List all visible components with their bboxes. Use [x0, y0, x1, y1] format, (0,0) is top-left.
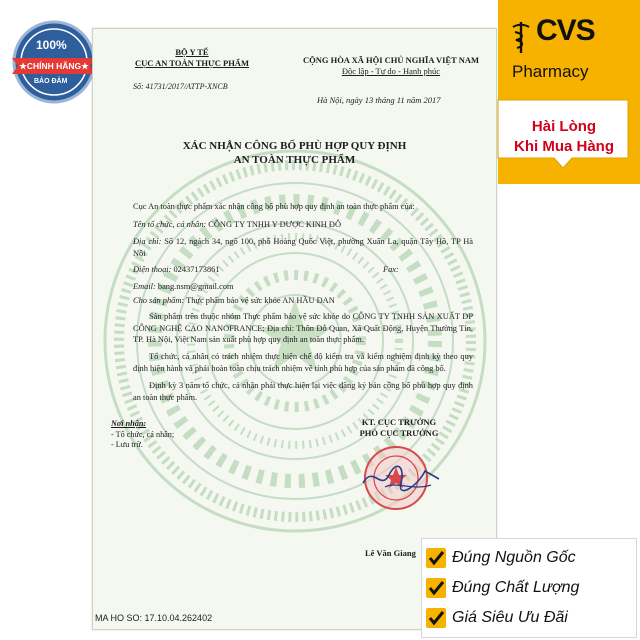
- product-value: Thực phẩm bảo vệ sức khỏe AN HẦU ĐAN: [186, 296, 335, 305]
- org-value: CÔNG TY TNHH Y DƯỢC KINH ĐÔ: [208, 220, 342, 229]
- sign-title-1: KT. CỤC TRƯỞNG: [361, 417, 437, 427]
- signature-icon: [355, 457, 445, 497]
- ministry-name: BỘ Y TẾ: [175, 47, 209, 57]
- title-line-1: XÁC NHẬN CÔNG BỐ PHÙ HỢP QUY ĐỊNH: [182, 140, 407, 152]
- document-number: Số: 41731/2017/ATTP-XNCB: [133, 82, 228, 91]
- issue-date: Hà Nội, ngày 13 tháng 11 năm 2017: [317, 95, 441, 105]
- email-value: bang.nsm@gmail.com: [157, 282, 234, 291]
- address-row: [133, 236, 473, 259]
- caduceus-icon: [510, 20, 532, 54]
- sign-title-2: PHÓ CỤC TRƯỞNG: [359, 428, 439, 438]
- check-icon: [426, 578, 446, 598]
- product-label: Cho sản phẩm:: [133, 296, 185, 305]
- recipients-heading: Nơi nhận:: [111, 419, 147, 428]
- motto: Độc lập - Tự do - Hạnh phúc: [341, 66, 441, 76]
- republic-title: CỘNG HÒA XÃ HỘI CHỦ NGHĨA VIỆT NAM: [302, 55, 480, 65]
- document-title: [93, 139, 496, 167]
- guarantee-list: [421, 538, 637, 638]
- guarantee-label: Đúng Chất Lượng: [452, 579, 580, 596]
- phone-row: [133, 264, 473, 276]
- recipient-2: - Lưu trữ.: [111, 440, 143, 449]
- title-line-2: AN TOÀN THỰC PHẨM: [233, 154, 356, 166]
- product-row: [133, 295, 473, 307]
- phone-label: Điện thoại:: [133, 265, 172, 274]
- brand-subtitle: Pharmacy: [512, 62, 589, 81]
- signing-title: [339, 417, 459, 439]
- guarantee-item: [426, 605, 568, 631]
- guarantee-label: Đúng Nguồn Gốc: [452, 549, 576, 566]
- org-label: Tên tổ chức, cá nhân:: [133, 220, 207, 229]
- email-row: [133, 281, 473, 293]
- check-icon: [426, 548, 446, 568]
- recipients-block: [111, 419, 174, 451]
- paragraph-1: Sản phẩm trên thuộc nhóm Thực phẩm bảo vệ sức khỏe do CÔNG TY TNHH SẢN XUẤT DP CÔNG NGHỆ CAO NANOFRANCE; Địa chỉ: Thôn Đỗ Quan, Xã Quất Động, Huyện Thường Tín, TP. Hà Nội, Việt Nam sản xuất phù hợp quy định an toàn thực phẩm.: [133, 312, 473, 344]
- badge-bottom: BẢO ĐẢM: [34, 78, 68, 85]
- org-row: [133, 219, 473, 231]
- signer-name: Lê Văn Giang: [365, 548, 416, 558]
- paragraph-3: Định kỳ 3 năm tổ chức, cá nhân phải thực hiện lại việc đăng ký bản công bố phù hợp quy định an toàn thực phẩm.: [133, 381, 473, 402]
- brand-slogan: [495, 117, 633, 157]
- recipient-1: - Tổ chức, cá nhân;: [111, 429, 175, 439]
- badge-ribbon: ★CHÍNH HÃNG★: [19, 61, 89, 71]
- slogan-line-1: Hài Lòng: [531, 118, 597, 135]
- badge-percent: 100%: [36, 38, 67, 52]
- email-label: Email:: [133, 282, 156, 291]
- guarantee-item: [426, 575, 579, 601]
- phone-value: 02437173861: [173, 265, 220, 274]
- intro-text: Cục An toàn thực phẩm xác nhận công bố phù hợp quy định an toàn thực phẩm của:: [133, 202, 415, 211]
- guarantee-item: [426, 545, 576, 571]
- fax-label: Fax:: [383, 265, 399, 274]
- address-label: Địa chỉ:: [133, 237, 162, 246]
- slogan-line-2: Khi Mua Hàng: [514, 138, 614, 155]
- department-name: CỤC AN TOÀN THỰC PHẨM: [135, 58, 249, 68]
- file-code: MA HO SO: 17.10.04.262402: [95, 613, 213, 623]
- address-value: Số 12, ngách 34, ngõ 100, phố Hoàng Quốc Việt, phường Xuân La, quận Tây Hồ, TP Hà Nội: [133, 237, 474, 258]
- guarantee-label: Giá Siêu Ưu Đãi: [452, 609, 568, 626]
- paragraph-2: Tổ chức, cá nhân có trách nhiệm thực hiện chế độ kiểm tra và kiểm nghiệm định kỳ theo quy định hiện hành và phải hoàn toàn chịu trách nhiệm về tính phù hợp của sản phẩm đã công bố.: [133, 352, 473, 373]
- brand-name: CVS: [536, 14, 595, 47]
- check-icon: [426, 608, 446, 628]
